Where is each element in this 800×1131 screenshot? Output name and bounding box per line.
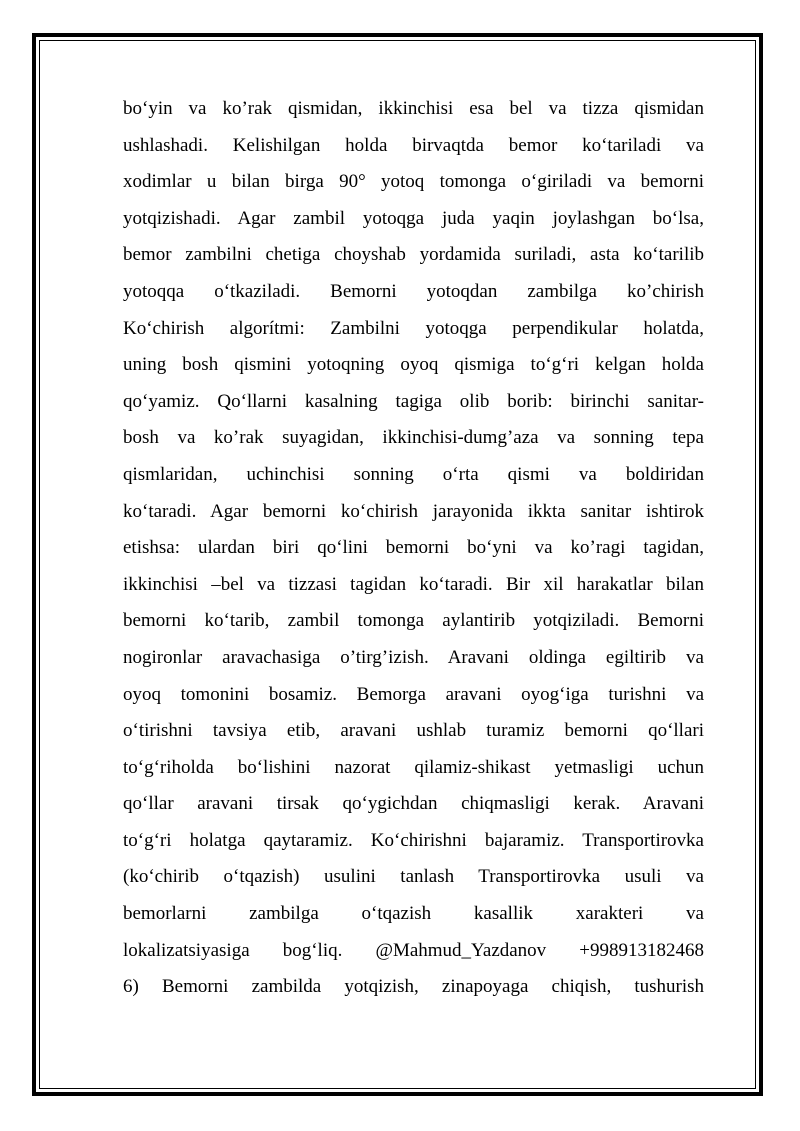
text-line-16: nogironlar aravachasiga o’tirg’izish. Aravani oldinga egiltirib va	[123, 646, 704, 668]
text-line-22: (ko‘chirib o‘tqazish) usulini tanlash Transportirovka usuli va	[123, 866, 704, 888]
text-line-23: bemorlarni zambilga o‘tqazish kasallik xarakteri va	[123, 903, 704, 925]
text-line-4: yotqizishadi. Agar zambil yotoqga juda yaqin joylashgan bo‘lsa,	[123, 207, 704, 229]
text-line-13: etishsa: ulardan biri qo‘lini bemorni bo‘yni va ko’ragi tagidan,	[123, 537, 704, 559]
text-line-25: 6) Bemorni zambilda yotqizish, zinapoyaga chiqish, tushurish	[123, 976, 704, 998]
text-line-6: yotoqqa o‘tkaziladi. Bemorni yotoqdan zambilga ko’chirish	[123, 280, 704, 302]
text-line-3: xodimlar u bilan birga 90° yotoq tomonga o‘giriladi va bemorni	[123, 171, 704, 193]
text-line-19: to‘g‘riholda bo‘lishini nazorat qilamiz-shikast yetmasligi uchun	[123, 756, 704, 778]
document-body-text	[123, 91, 704, 1006]
text-line-2: ushlashadi. Kelishilgan holda birvaqtda bemor ko‘tariladi va	[123, 134, 704, 156]
text-line-24: lokalizatsiyasiga bog‘liq. @Mahmud_Yazdanov +998913182468	[123, 939, 704, 961]
text-line-8: uning bosh qismini yotoqning oyoq qismiga to‘g‘ri kelgan holda	[123, 354, 704, 376]
text-line-7: Ko‘chirish algorítmi: Zambilni yotoqga perpendikular holatda,	[123, 317, 704, 339]
text-line-21: to‘g‘ri holatga qaytaramiz. Ko‘chirishni bajaramiz. Transportirovka	[123, 829, 704, 851]
text-line-20: qo‘llar aravani tirsak qo‘ygichdan chiqmasligi kerak. Aravani	[123, 793, 704, 815]
text-line-1: bo‘yin va ko’rak qismidan, ikkinchisi esa bel va tizza qismidan	[123, 98, 704, 119]
text-line-14: ikkinchisi –bel va tizzasi tagidan ko‘taradi. Bir xil harakatlar bilan	[123, 573, 704, 595]
text-line-12: ko‘taradi. Agar bemorni ko‘chirish jarayonida ikkta sanitar ishtirok	[123, 500, 704, 522]
text-line-17: oyoq tomonini bosamiz. Bemorga aravani oyog‘iga turishni va	[123, 683, 704, 705]
text-line-9: qo‘yamiz. Qo‘llarni kasalning tagiga olib borib: birinchi sanitar-	[123, 390, 704, 412]
text-line-15: bemorni ko‘tarib, zambil tomonga aylantirib yotqiziladi. Bemorni	[123, 610, 704, 632]
text-line-10: bosh va ko’rak suyagidan, ikkinchisi-dumg’aza va sonning tepa	[123, 427, 704, 449]
text-line-5: bemor zambilni chetiga choyshab yordamida suriladi, asta ko‘tarilib	[123, 244, 704, 266]
text-line-18: o‘tirishni tavsiya etib, aravani ushlab turamiz bemorni qo‘llari	[123, 720, 704, 742]
text-line-11: qismlaridan, uchinchisi sonning o‘rta qismi va boldiridan	[123, 463, 704, 485]
